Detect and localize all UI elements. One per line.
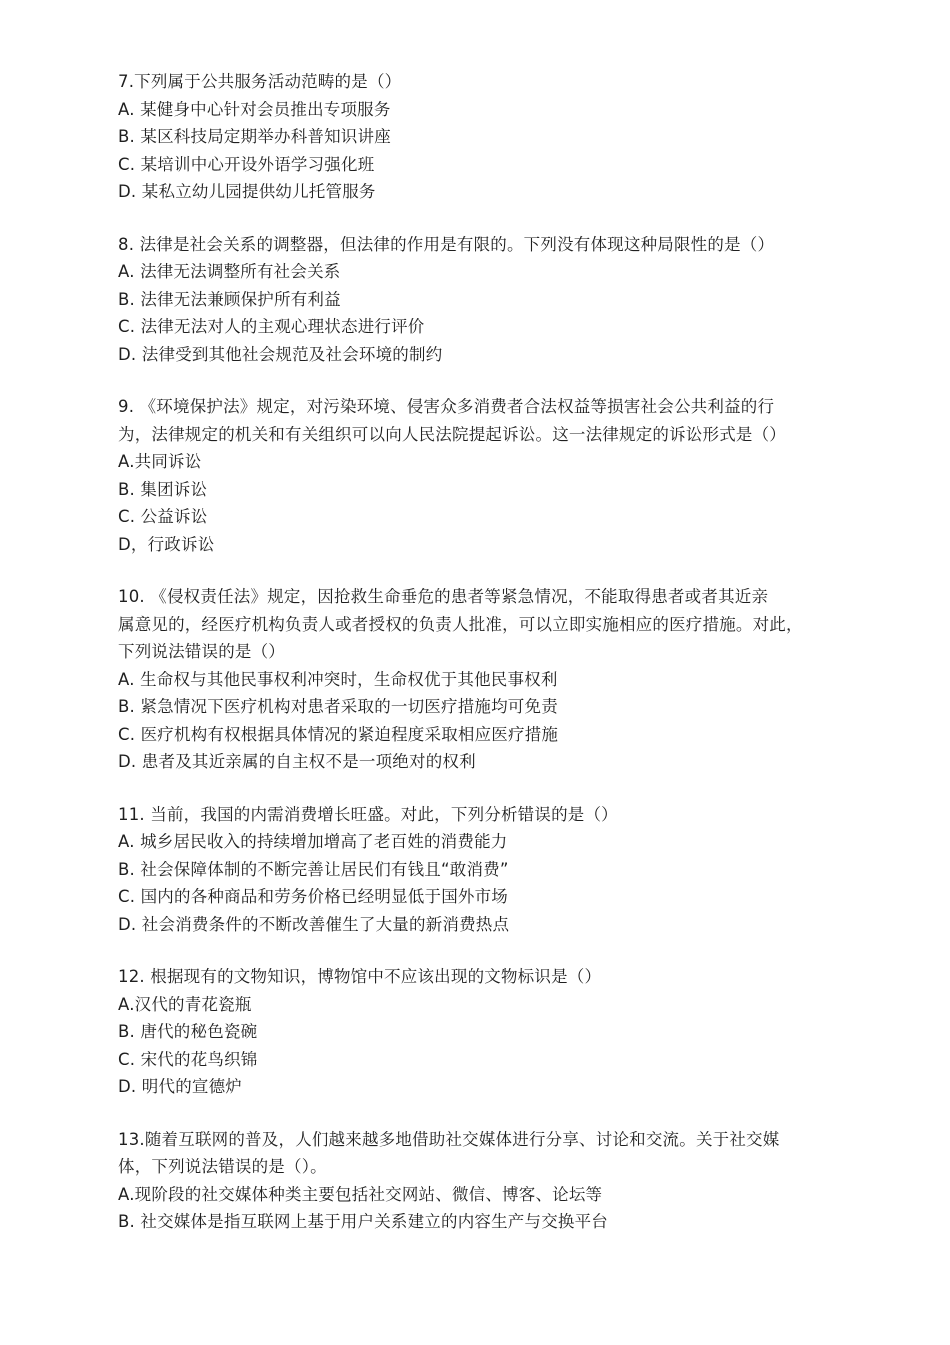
option-d: D. 某私立幼儿园提供幼儿托管服务 [118,182,376,201]
option-d: D. 患者及其近亲属的自主权不是一项绝对的权利 [118,752,476,771]
question-12 [118,963,853,1101]
option-b: B. 法律无法兼顾保护所有利益 [118,289,341,309]
option-c: C. 医疗机构有权根据具体情况的紧迫程度采取相应医疗措施 [118,724,559,744]
question-11 [118,801,853,939]
option-b: B. 紧急情况下医疗机构对患者采取的一切医疗措施均可免责 [118,697,558,716]
option-d: D，行政诉讼 [118,534,215,554]
option-a: A. 生命权与其他民事权利冲突时，生命权优于其他民事权利 [118,669,558,689]
question-stem-line-2: 体，下列说法错误的是（）。 [118,1157,327,1176]
option-c: C. 法律无法对人的主观心理状态进行评价 [118,317,425,336]
question-stem-line-1: 13.随着互联网的普及，人们越来越多地借助社交媒体进行分享、讨论和交流。关于社交媒 [118,1129,780,1149]
option-d: D. 法律受到其他社会规范及社会环境的制约 [118,344,443,364]
option-a: A.汉代的青花瓷瓶 [118,994,252,1014]
option-a: A. 某健身中心针对会员推出专项服务 [118,99,391,119]
option-a: A. 法律无法调整所有社会关系 [118,262,341,281]
question-stem: 11. 当前，我国的内需消费增长旺盛。对此，下列分析错误的是（） [118,804,618,824]
question-stem-line-2: 为，法律规定的机关和有关组织可以向人民法院提起诉讼。这一法律规定的诉讼形式是（） [118,424,786,444]
question-stem-line-1: 10. 《侵权责任法》规定，因抢救生命垂危的患者等紧急情况，不能取得患者或者其近亲 [118,587,769,606]
question-stem-line-3: 下列说法错误的是（） [118,642,285,661]
option-d: D. 社会消费条件的不断改善催生了大量的新消费热点 [118,914,510,934]
question-stem-line-2: 属意见的，经医疗机构负责人或者授权的负责人批准，可以立即实施相应的医疗措施。对此， [118,614,803,634]
question-stem: 8. 法律是社会关系的调整器，但法律的作用是有限的。下列没有体现这种局限性的是（） [118,234,775,254]
option-a: A.现阶段的社交媒体种类主要包括社交网站、微信、博客、论坛等 [118,1184,603,1204]
question-13 [118,1126,853,1236]
question-stem: 12. 根据现有的文物知识，博物馆中不应该出现的文物标识是（） [118,967,602,986]
option-c: C. 公益诉讼 [118,507,208,526]
option-b: B. 某区科技局定期举办科普知识讲座 [118,127,391,146]
option-b: B. 社交媒体是指互联网上基于用户关系建立的内容生产与交换平台 [118,1212,609,1231]
question-10 [118,583,853,776]
option-d: D. 明代的宣德炉 [118,1077,242,1096]
question-page [118,68,853,1261]
question-7 [118,68,853,206]
option-b: B. 集团诉讼 [118,479,208,499]
question-stem-line-1: 9. 《环境保护法》规定，对污染环境、侵害众多消费者合法权益等损害社会公共利益的行 [118,397,775,416]
option-c: C. 宋代的花鸟织锦 [118,1049,258,1069]
option-c: C. 某培训中心开设外语学习强化班 [118,154,375,174]
option-b: B. 社会保障体制的不断完善让居民们有钱且“敢消费” [118,859,509,879]
option-a: A.共同诉讼 [118,452,202,471]
question-stem: 7.下列属于公共服务活动范畴的是（） [118,72,402,91]
option-a: A. 城乡居民收入的持续增加增高了老百姓的消费能力 [118,832,508,851]
question-8 [118,231,853,369]
option-c: C. 国内的各种商品和劳务价格已经明显低于国外市场 [118,887,509,906]
question-9 [118,393,853,558]
option-b: B. 唐代的秘色瓷碗 [118,1022,258,1041]
